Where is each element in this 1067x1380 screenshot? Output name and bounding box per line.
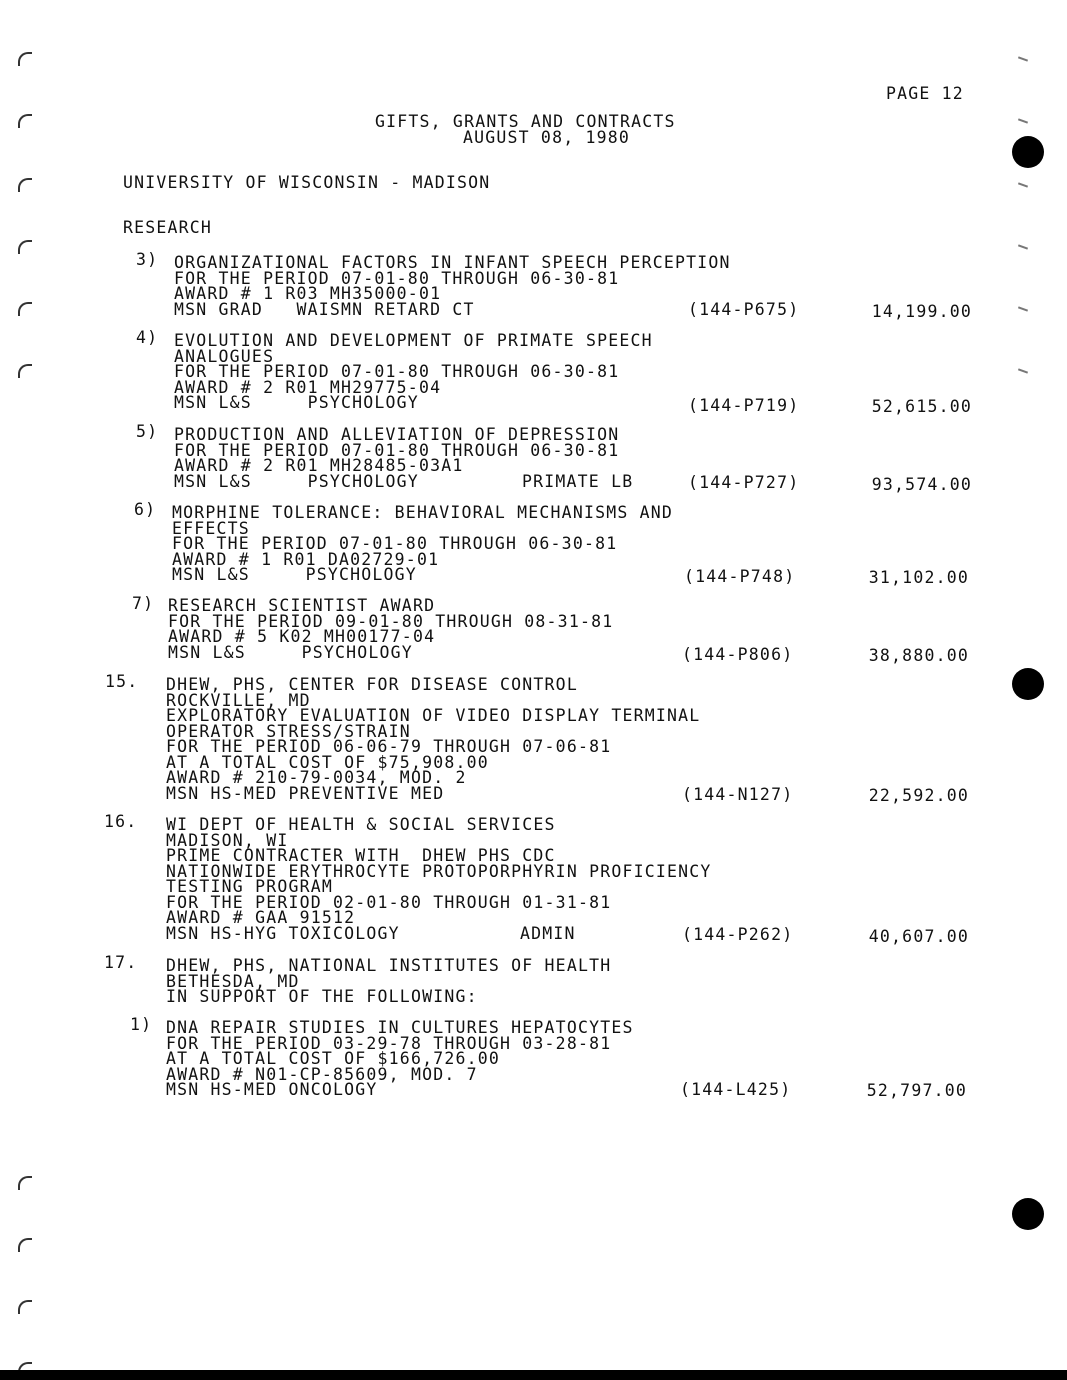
award-amount: 52,615.00 <box>871 397 972 416</box>
entry-number: 15. <box>105 672 139 691</box>
award-amount: 93,574.00 <box>871 475 972 494</box>
entry-description <box>166 1020 634 1098</box>
document-title: GIFTS, GRANTS AND CONTRACTS <box>375 112 676 131</box>
entry-line: FOR THE PERIOD 02-01-80 THROUGH 01-31-81 <box>166 892 612 912</box>
margin-mark <box>18 1300 32 1314</box>
entry-line: IN SUPPORT OF THE FOLLOWING: <box>166 987 478 1006</box>
entry-number: 16. <box>104 812 138 831</box>
entry-line: MORPHINE TOLERANCE: BEHAVIORAL MECHANISMS AND <box>172 503 674 522</box>
entry-line: MSN L&S PSYCHOLOGY <box>174 393 419 412</box>
entry-number: 6) <box>134 500 157 519</box>
entry-line: DHEW, PHS, NATIONAL INSTITUTES OF HEALTH <box>166 956 612 975</box>
institution-name: UNIVERSITY OF WISCONSIN - MADISON <box>123 173 491 192</box>
margin-mark <box>18 52 32 66</box>
entry-unit: ADMIN <box>520 924 576 943</box>
entry-line: AWARD # 5 K02 MH00177-04 <box>168 627 436 646</box>
award-amount: 52,797.00 <box>866 1081 967 1100</box>
margin-dash <box>1018 368 1028 373</box>
binder-hole-top <box>1012 136 1044 168</box>
account-code: (144-P806) <box>682 645 794 664</box>
entry-line: EVOLUTION AND DEVELOPMENT OF PRIMATE SPEECH <box>174 331 653 350</box>
account-code: (144-P748) <box>684 567 796 586</box>
entry-line: MSN L&S PSYCHOLOGY <box>174 471 419 491</box>
entry-line: AT A TOTAL COST OF $166,726.00 <box>166 1049 501 1068</box>
entry-number: 4) <box>136 328 159 347</box>
entry-number: 3) <box>136 250 159 269</box>
account-code: (144-P675) <box>688 300 800 319</box>
account-code: (144-P719) <box>688 396 800 415</box>
section-heading: RESEARCH <box>123 218 213 237</box>
award-amount: 40,607.00 <box>868 927 969 946</box>
entry-line: AWARD # 1 R03 MH35000-01 <box>174 284 442 303</box>
entry-line: DHEW, PHS, CENTER FOR DISEASE CONTROL <box>166 675 578 694</box>
entry-description <box>166 958 611 1005</box>
account-code: (144-P262) <box>682 925 794 944</box>
binder-hole-bottom <box>1012 1198 1044 1230</box>
margin-dash <box>1018 118 1028 123</box>
entry-description <box>166 677 700 801</box>
entry-number: 1) <box>130 1015 153 1034</box>
entry-line: EFFECTS <box>172 518 250 538</box>
entry-description <box>166 817 712 941</box>
entry-line: TESTING PROGRAM <box>166 877 334 896</box>
entry-unit: PRIMATE LB <box>522 472 634 491</box>
entry-line: OPERATOR STRESS/STRAIN <box>166 721 411 741</box>
entry-line: ROCKVILLE, MD <box>166 690 311 710</box>
entry-line: AWARD # 1 R01 DA02729-01 <box>172 549 440 569</box>
entry-line: PRODUCTION AND ALLEVIATION OF DEPRESSION <box>174 425 620 444</box>
entry-line: AWARD # N01-CP-85609, MOD. 7 <box>166 1064 478 1084</box>
account-code: (144-P727) <box>688 473 800 492</box>
margin-mark <box>18 364 32 378</box>
margin-mark <box>18 1176 32 1190</box>
entry-line: NATIONWIDE ERYTHROCYTE PROTOPORPHYRIN PROFICIENCY <box>166 861 712 881</box>
entry-line: EXPLORATORY EVALUATION OF VIDEO DISPLAY TERMINAL <box>166 706 701 725</box>
entry-line: MADISON, WI <box>166 830 289 850</box>
entry-line: AWARD # 2 R01 MH29775-04 <box>174 377 442 397</box>
entry-line: FOR THE PERIOD 03-29-78 THROUGH 03-28-81 <box>166 1033 612 1053</box>
entry-line: AWARD # 210-79-0034, MOD. 2 <box>166 768 467 787</box>
margin-dash <box>1018 182 1028 187</box>
entry-line: FOR THE PERIOD 07-01-80 THROUGH 06-30-81 <box>174 440 620 460</box>
entry-line: ANALOGUES <box>174 346 275 366</box>
account-code: (144-N127) <box>682 785 794 804</box>
margin-dash <box>1018 56 1028 61</box>
entry-line: RESEARCH SCIENTIST AWARD <box>168 596 436 615</box>
page-number: PAGE 12 <box>886 84 964 103</box>
margin-mark <box>18 114 32 128</box>
entry-line: MSN HS-HYG TOXICOLOGY <box>166 923 400 943</box>
entry-line: BETHESDA, MD <box>166 971 300 991</box>
margin-dash <box>1018 306 1028 311</box>
entry-line: ORGANIZATIONAL FACTORS IN INFANT SPEECH PERCEPTION <box>174 253 731 272</box>
entry-line: FOR THE PERIOD 06-06-79 THROUGH 07-06-81 <box>166 737 612 756</box>
account-code: (144-L425) <box>680 1080 792 1099</box>
entry-line: MSN HS-MED PREVENTIVE MED <box>166 783 445 803</box>
award-amount: 22,592.00 <box>868 786 969 805</box>
entry-line: FOR THE PERIOD 07-01-80 THROUGH 06-30-81 <box>172 534 618 553</box>
award-amount: 31,102.00 <box>868 568 969 587</box>
entry-number: 7) <box>132 594 155 613</box>
entry-line: AT A TOTAL COST OF $75,908.00 <box>166 752 489 772</box>
entry-line: FOR THE PERIOD 09-01-80 THROUGH 08-31-81 <box>168 611 614 631</box>
entry-number: 17. <box>104 953 138 972</box>
award-amount: 14,199.00 <box>871 302 972 321</box>
entry-line: MSN GRAD WAISMN RETARD CT <box>174 299 475 319</box>
entry-line: FOR THE PERIOD 07-01-80 THROUGH 06-30-81 <box>174 362 620 381</box>
scan-bottom-edge <box>0 1370 1067 1380</box>
document-date: AUGUST 08, 1980 <box>463 128 631 147</box>
binder-hole-middle <box>1012 668 1044 700</box>
award-amount: 38,880.00 <box>868 646 969 665</box>
entry-line: MSN HS-MED ONCOLOGY <box>166 1080 378 1099</box>
margin-mark <box>18 302 32 316</box>
entry-line: DNA REPAIR STUDIES IN CULTURES HEPATOCYTES <box>166 1018 634 1037</box>
entry-line: MSN L&S PSYCHOLOGY <box>168 642 413 662</box>
entry-line: MSN L&S PSYCHOLOGY <box>172 565 417 584</box>
entry-number: 5) <box>136 422 159 441</box>
entry-line: WI DEPT OF HEALTH & SOCIAL SERVICES <box>166 815 556 834</box>
entry-description <box>174 255 731 317</box>
margin-mark <box>18 1238 32 1252</box>
margin-dash <box>1018 244 1028 249</box>
entry-line: AWARD # GAA 91512 <box>166 908 356 927</box>
margin-mark <box>18 240 32 254</box>
entry-line: FOR THE PERIOD 07-01-80 THROUGH 06-30-81 <box>174 268 620 288</box>
entry-line: AWARD # 2 R01 MH28485-03A1 <box>174 456 464 475</box>
entry-description <box>168 598 613 660</box>
margin-mark <box>18 178 32 192</box>
entry-line: PRIME CONTRACTER WITH DHEW PHS CDC <box>166 846 556 865</box>
entry-description <box>174 333 653 411</box>
entry-description <box>172 505 673 583</box>
